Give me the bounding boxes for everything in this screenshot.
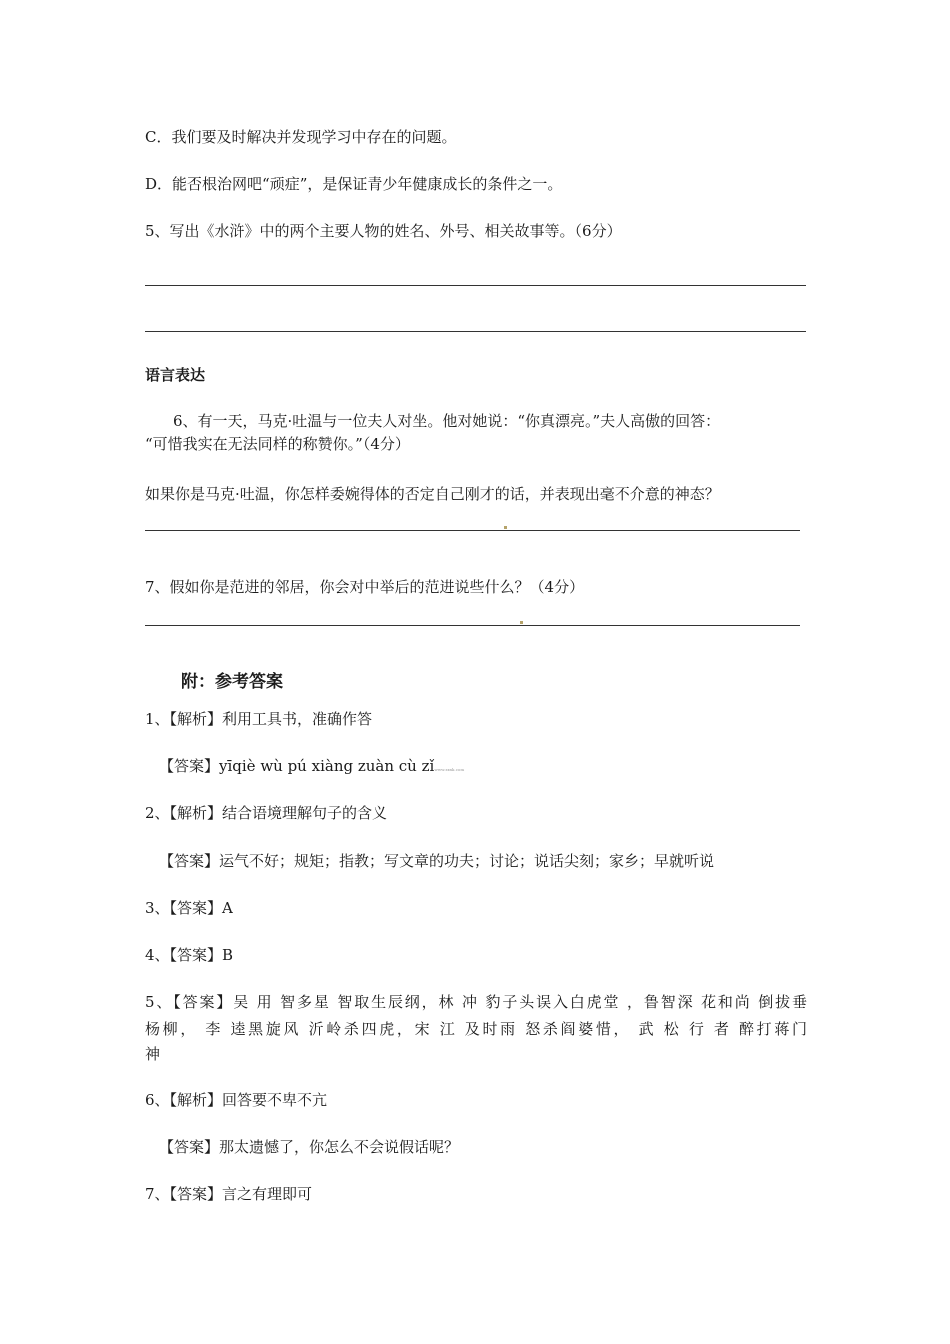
decorative-dot bbox=[520, 621, 523, 624]
answer-4: 4、【答案】B bbox=[145, 946, 234, 964]
question-6-line-1: 6、有一天，马克·吐温与一位夫人对坐。他对她说：“你真漂亮。”夫人高傲的回答： bbox=[173, 412, 721, 430]
question-option-c: C．我们要及时解决并发现学习中存在的问题。 bbox=[145, 128, 457, 146]
answer-line-q7 bbox=[145, 625, 800, 626]
answer-1-answer bbox=[159, 756, 464, 780]
watermark-text: www.zxxk.com bbox=[434, 767, 465, 772]
answer-5-line-1: 5、【答案】吴 用 智多星 智取生辰纲，林 冲 豹子头误入白虎堂 ，鲁智深 花和尚 倒拔垂 bbox=[145, 993, 807, 1011]
answer-2-answer: 【答案】运气不好；规矩；指教；写文章的功夫；讨论；说话尖刻；家乡；早就听说 bbox=[159, 852, 715, 870]
question-7: 7、假如你是范进的邻居，你会对中举后的范进说些什么？（4分） bbox=[145, 578, 585, 596]
answer-5-line-3: 神 bbox=[145, 1045, 161, 1063]
answer-line-q6 bbox=[145, 530, 800, 531]
answer-1-analysis: 1、【解析】利用工具书，准确作答 bbox=[145, 710, 373, 728]
section-title: 语言表达 bbox=[145, 366, 206, 384]
question-6-line-2: “可惜我实在无法同样的称赞你。”（4分） bbox=[145, 435, 410, 453]
answer-6-analysis: 6、【解析】回答要不卑不亢 bbox=[145, 1091, 328, 1109]
answer-3: 3、【答案】A bbox=[145, 899, 233, 917]
question-6-prompt: 如果你是马克·吐温，你怎样委婉得体的否定自己刚才的话，并表现出毫不介意的神态？ bbox=[145, 485, 720, 503]
question-5: 5、写出《水浒》中的两个主要人物的姓名、外号、相关故事等。（6分） bbox=[145, 222, 622, 240]
answer-7: 7、【答案】言之有理即可 bbox=[145, 1185, 313, 1203]
answer-line-q5-2 bbox=[145, 331, 806, 332]
answer-2-analysis: 2、【解析】结合语境理解句子的含义 bbox=[145, 804, 388, 822]
answer-6-answer: 【答案】那太遗憾了，你怎么不会说假话呢？ bbox=[159, 1138, 460, 1156]
answer-5-line-2: 杨柳， 李 逵黑旋风 沂岭杀四虎，宋 江 及时雨 怒杀阎婆惜， 武 松 行 者 醉打蒋门 bbox=[145, 1020, 807, 1038]
decorative-dot bbox=[504, 526, 507, 529]
answer-1-answer-text: 【答案】yīqiè wù pú xiàng zuàn cù zǐ bbox=[159, 757, 435, 775]
answer-line-q5-1 bbox=[145, 285, 806, 286]
answers-title: 附：参考答案 bbox=[181, 672, 283, 692]
question-option-d: D．能否根治网吧“顽症”，是保证青少年健康成长的条件之一。 bbox=[145, 175, 563, 193]
